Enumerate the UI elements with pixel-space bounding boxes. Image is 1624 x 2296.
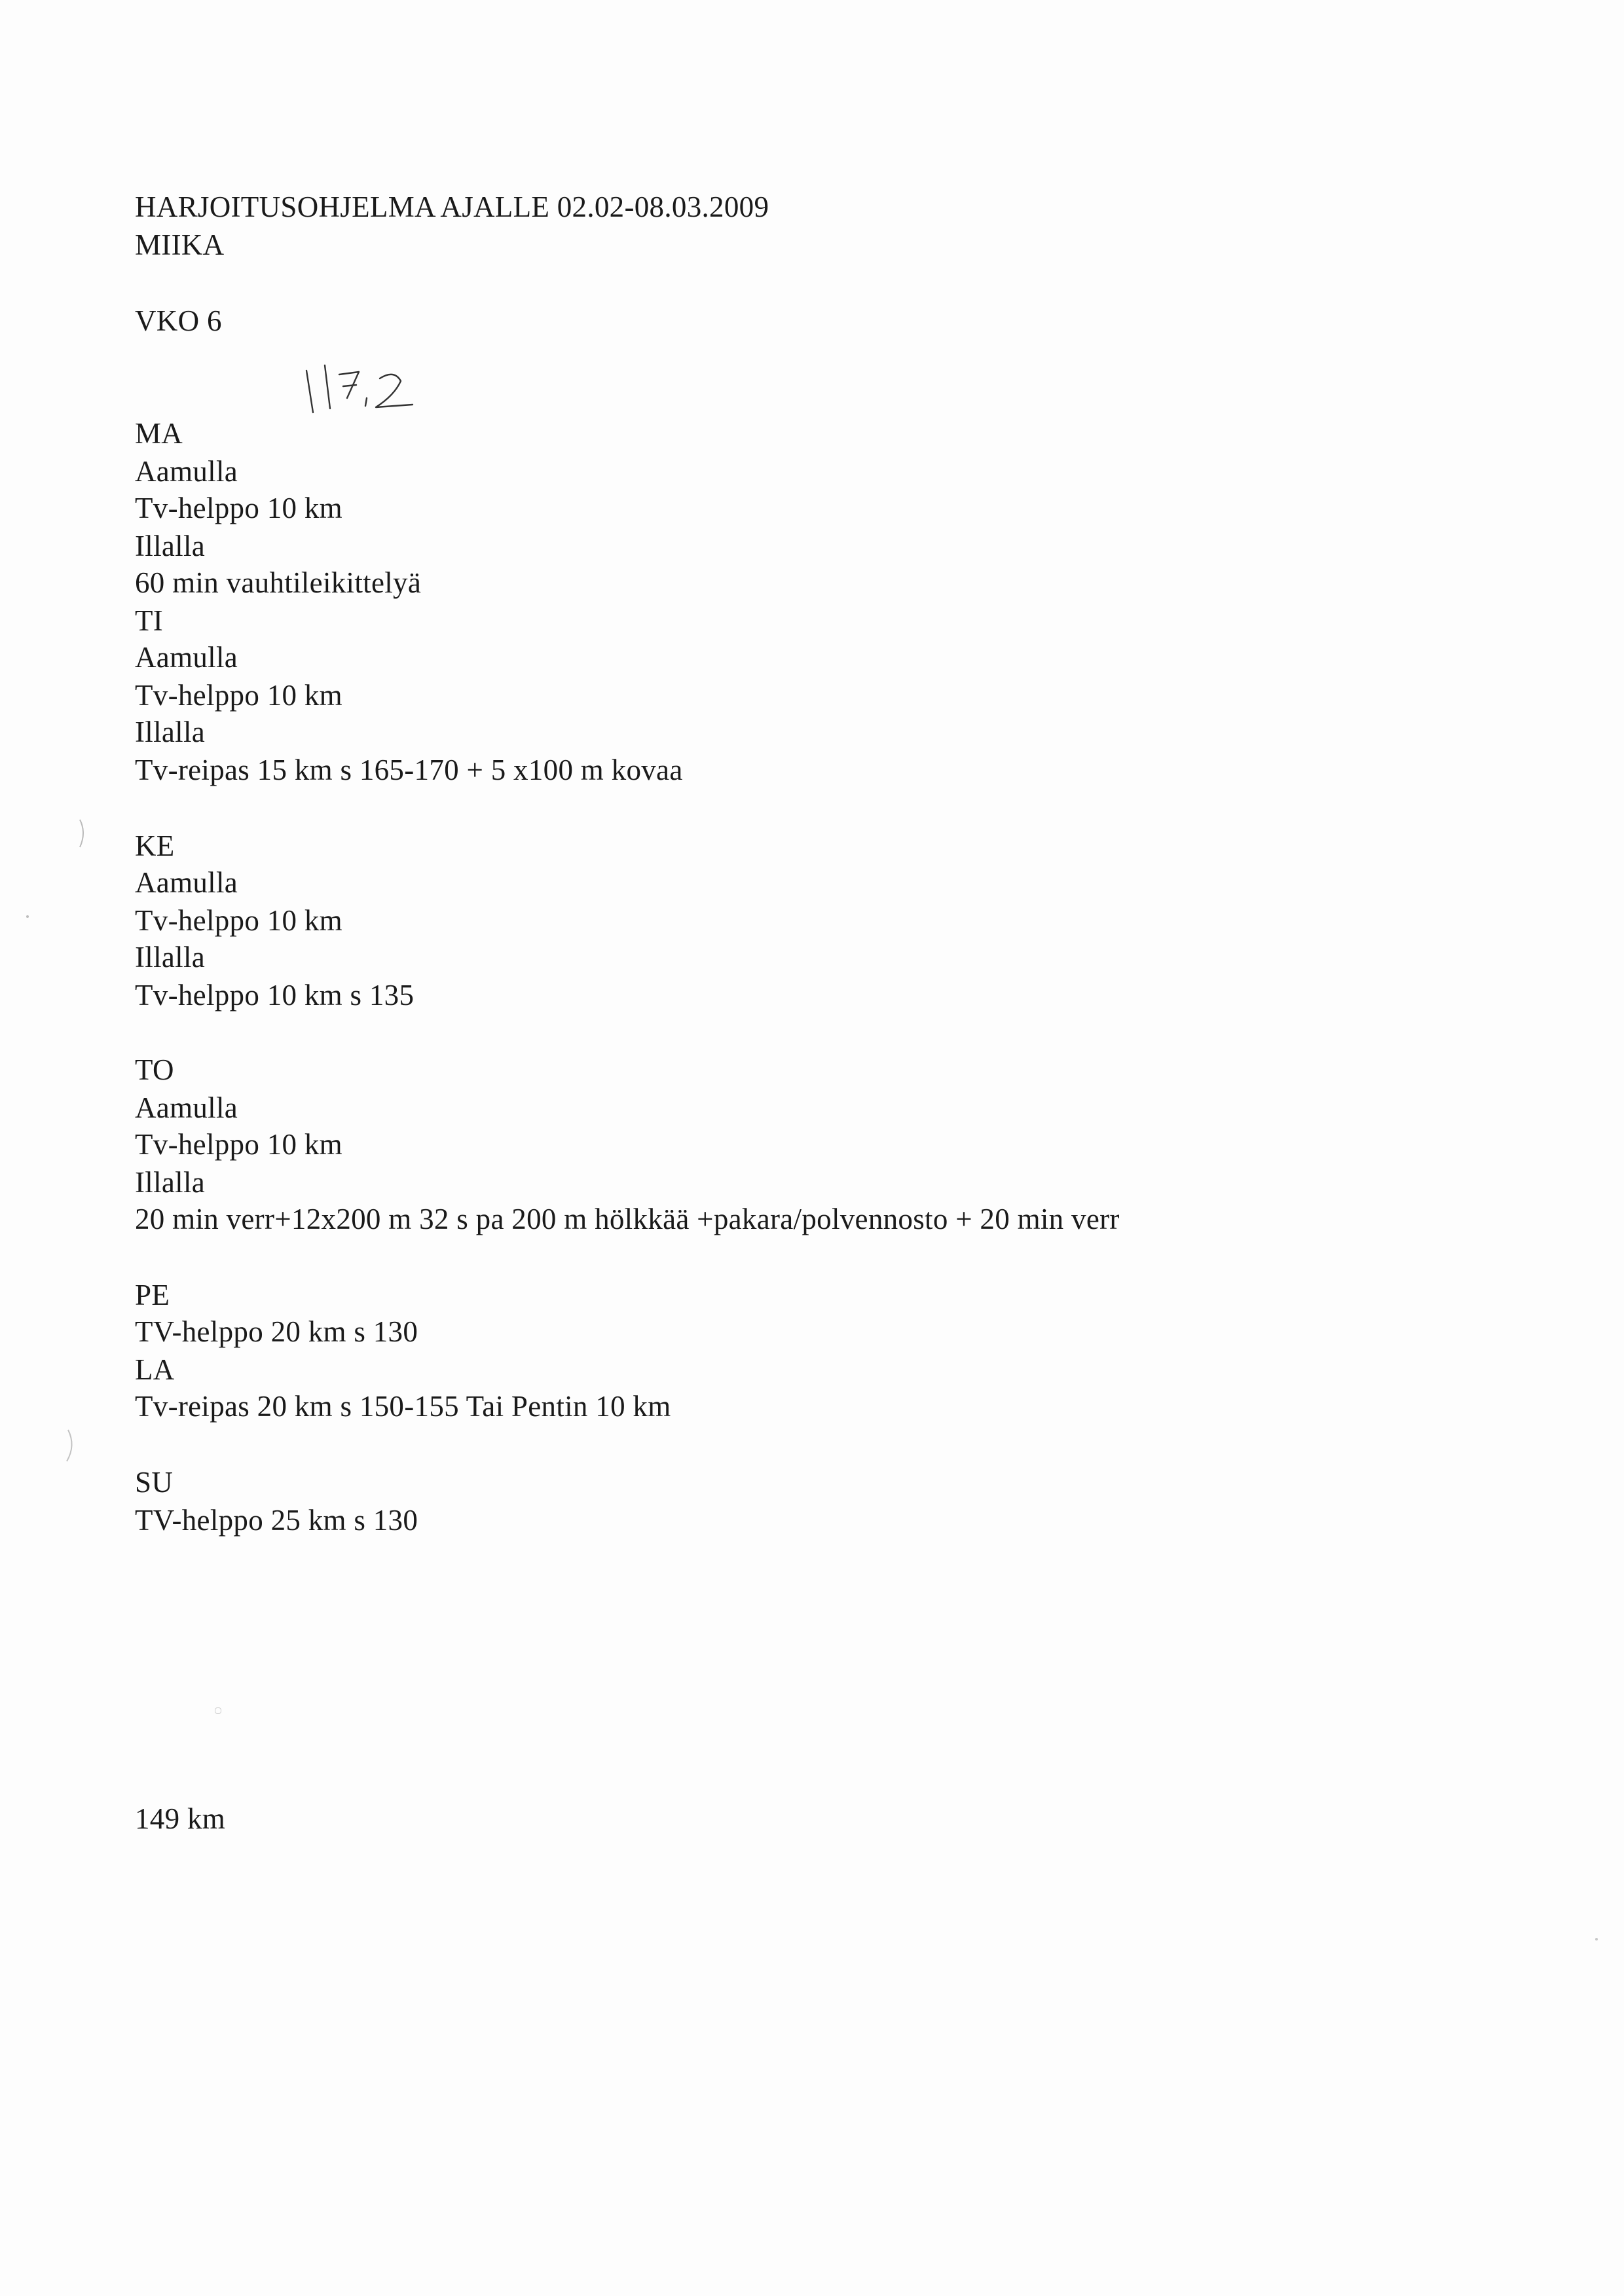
handwritten-note (296, 352, 427, 431)
ke-morning-label: Aamulla (135, 866, 238, 899)
scan-dot (215, 1707, 221, 1714)
day-label-ti: TI (135, 604, 164, 637)
ti-evening-label: Illalla (135, 716, 206, 748)
to-morning-workout: Tv-helppo 10 km (135, 1128, 342, 1161)
ma-morning-label: Aamulla (135, 455, 238, 488)
scan-mark (62, 1427, 81, 1464)
scan-dot (26, 915, 29, 918)
day-label-su: SU (135, 1466, 174, 1499)
scan-mark (73, 817, 93, 850)
ti-morning-label: Aamulla (135, 641, 238, 674)
to-evening-workout: 20 min verr+12x200 m 32 s pa 200 m hölkkää +pakara/polvennosto + 20 min verr (135, 1203, 1120, 1235)
document-title: HARJOITUSOHJELMA AJALLE 02.02-08.03.2009 (135, 191, 769, 223)
ke-evening-label: Illalla (135, 941, 206, 974)
ke-morning-workout: Tv-helppo 10 km (135, 904, 342, 937)
ma-morning-workout: Tv-helppo 10 km (135, 492, 342, 524)
day-label-to: TO (135, 1053, 174, 1086)
day-label-la: LA (135, 1353, 175, 1386)
la-workout: Tv-reipas 20 km s 150-155 Tai Pentin 10 km (135, 1390, 671, 1423)
day-label-ke: KE (135, 829, 175, 862)
ti-morning-workout: Tv-helppo 10 km (135, 679, 342, 712)
su-workout: TV-helppo 25 km s 130 (135, 1504, 418, 1537)
weekly-total: 149 km (135, 1802, 226, 1835)
to-evening-label: Illalla (135, 1166, 206, 1199)
ke-evening-workout: Tv-helppo 10 km s 135 (135, 979, 415, 1011)
ti-evening-workout: Tv-reipas 15 km s 165-170 + 5 x100 m kovaa (135, 754, 683, 786)
ma-evening-workout: 60 min vauhtileikittelyä (135, 566, 422, 599)
scan-dot (1595, 1938, 1598, 1941)
day-label-pe: PE (135, 1279, 170, 1311)
pe-workout: TV-helppo 20 km s 130 (135, 1315, 418, 1348)
week-label: VKO 6 (135, 304, 222, 337)
athlete-name: MIIKA (135, 228, 225, 261)
day-label-ma: MA (135, 417, 183, 450)
to-morning-label: Aamulla (135, 1091, 238, 1124)
ma-evening-label: Illalla (135, 530, 206, 562)
